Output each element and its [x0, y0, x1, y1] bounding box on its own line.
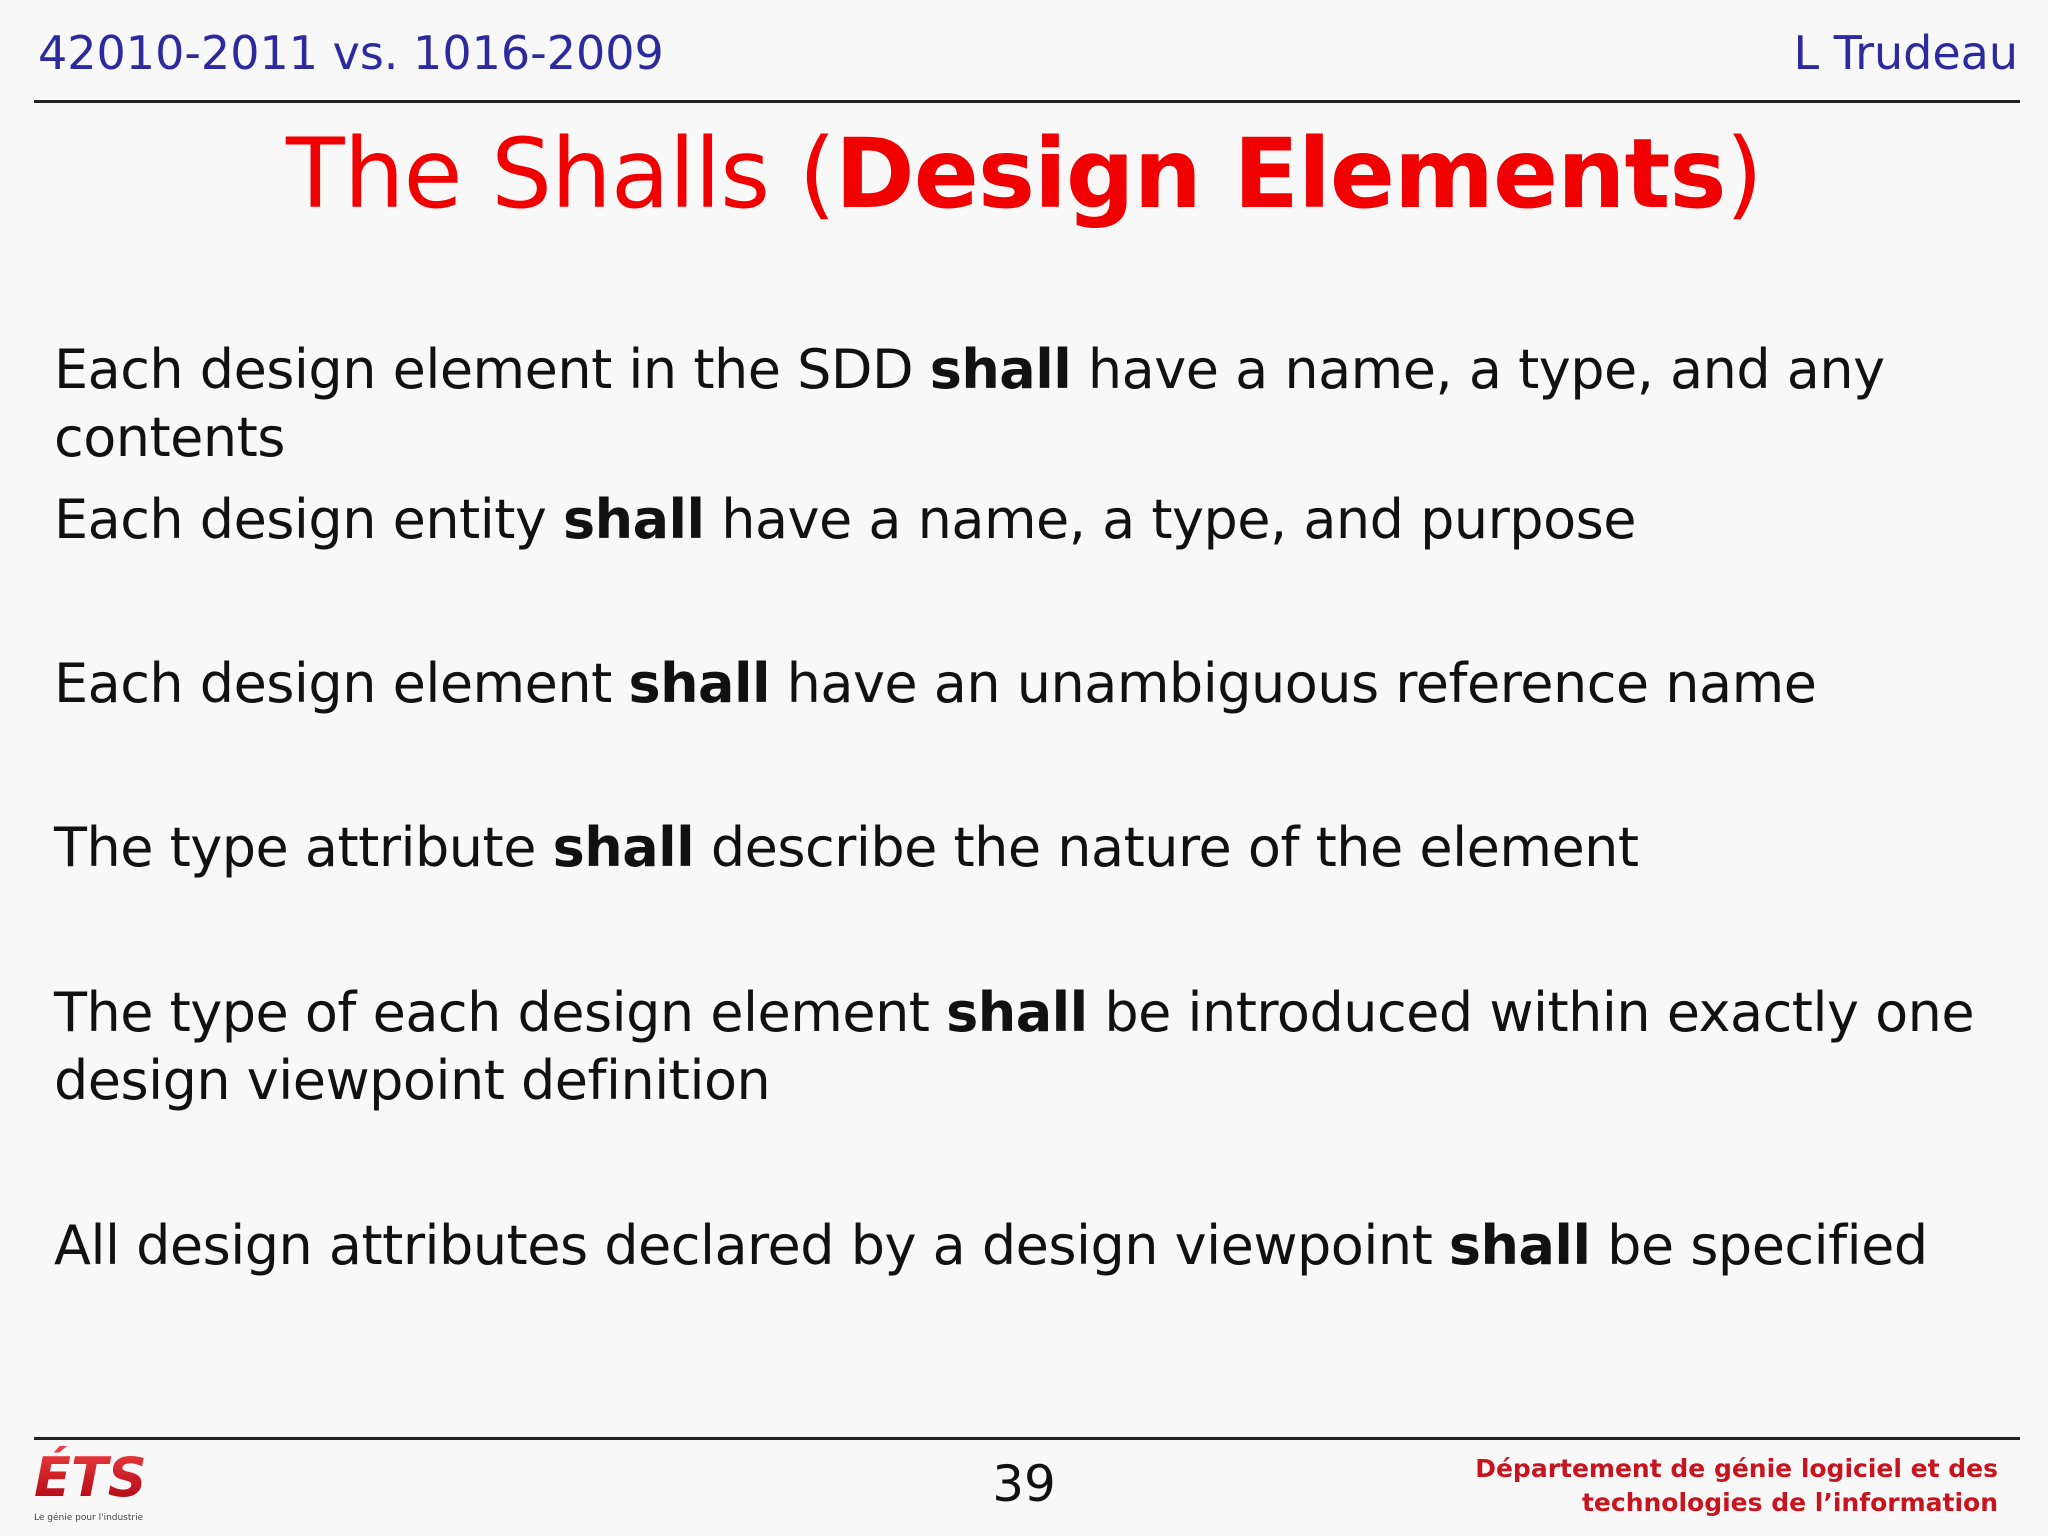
- shall-keyword: shall: [552, 816, 695, 879]
- statement-1: Each design element in the SDD shall have a name, a type, and any contents: [54, 338, 1885, 469]
- shall-keyword: shall: [1448, 1214, 1591, 1277]
- statement-3: Each design element shall have an unambiguous reference name: [54, 652, 1817, 715]
- statement-5: The type of each design element shall be introduced within exactly one design viewpoint definition: [54, 981, 1975, 1112]
- slide-title-prefix: The Shalls (: [286, 118, 836, 230]
- statement-4: The type attribute shall describe the nature of the element: [54, 816, 1639, 879]
- slide-title-suffix: ): [1725, 118, 1762, 230]
- logo-tagline: Le génie pour l'industrie: [34, 1513, 144, 1523]
- header-course-title: 42010-2011 vs. 1016-2009: [38, 26, 664, 80]
- slide-title: [0, 118, 2048, 230]
- shall-keyword: shall: [946, 981, 1088, 1044]
- shall-keyword: shall: [563, 488, 705, 551]
- shall-keyword: shall: [628, 652, 770, 715]
- department-line-1: Département de génie logiciel et des: [1475, 1454, 1998, 1483]
- statement-6: All design attributes declared by a design viewpoint shall be specified: [54, 1214, 1928, 1277]
- department-label: [1475, 1452, 1998, 1520]
- logo-wordmark: ÉTS: [34, 1446, 147, 1509]
- department-line-2: technologies de l’information: [1581, 1488, 1998, 1517]
- statement-2: Each design entity shall have a name, a type, and purpose: [54, 488, 1636, 551]
- slide-title-bold: Design Elements: [835, 118, 1726, 230]
- header-divider: [34, 100, 2020, 103]
- shall-keyword: shall: [929, 338, 1072, 401]
- footer-divider: [34, 1437, 2020, 1440]
- page-number: 39: [992, 1455, 1056, 1513]
- header-author: L Trudeau: [1793, 26, 2018, 80]
